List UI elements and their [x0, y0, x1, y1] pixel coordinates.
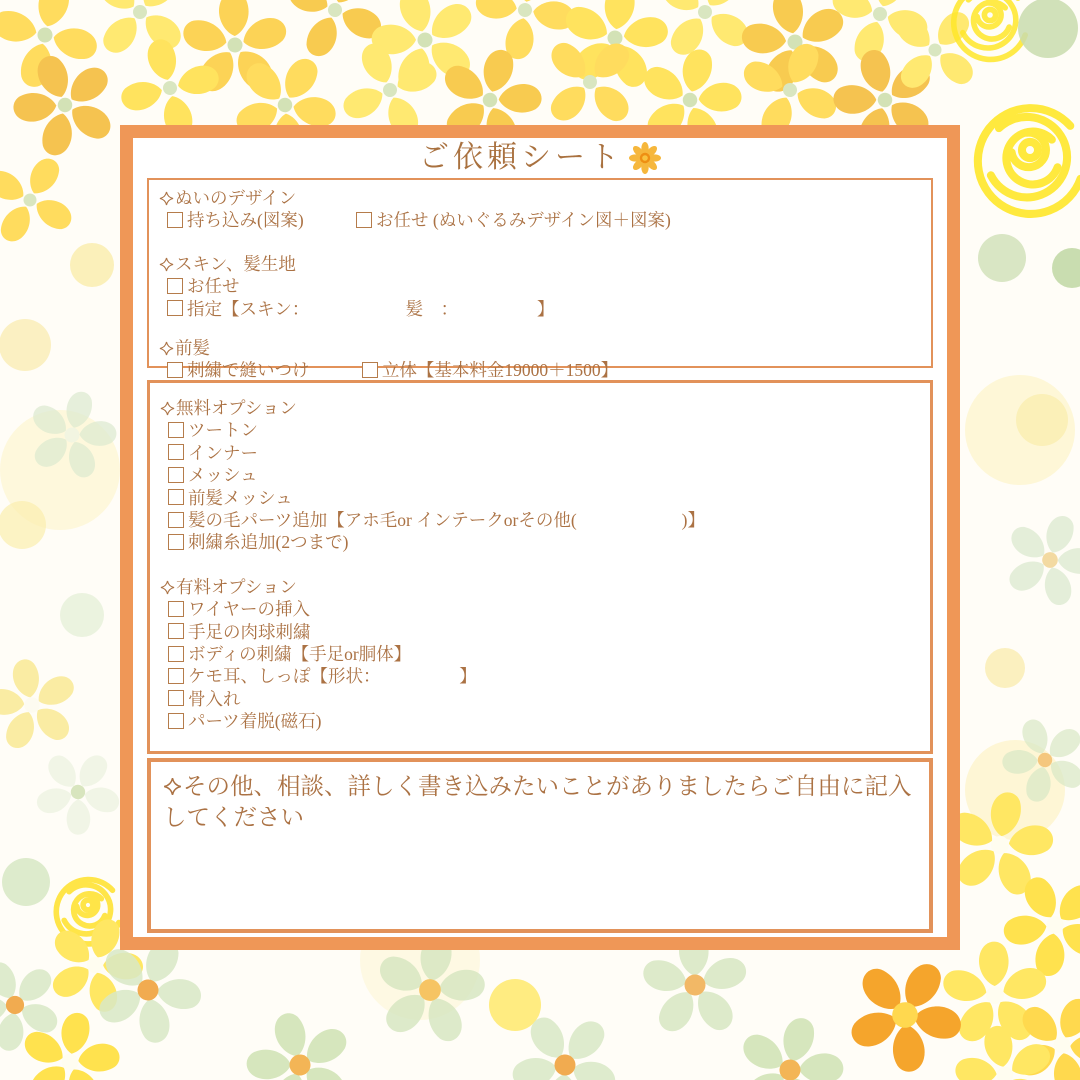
checkbox-option-bangs-embroidery[interactable] [167, 359, 310, 381]
option-label: パーツ着脱(磁石) [188, 711, 322, 732]
checkbox-option-detachable-parts[interactable] [168, 710, 321, 732]
checkbox-option-fabric-specified[interactable] [167, 298, 554, 320]
checkbox-icon[interactable] [362, 362, 378, 378]
sparkle-icon [159, 341, 174, 356]
option-label: 持ち込み(図案) [187, 210, 304, 231]
checkbox-option-leave-design[interactable] [356, 209, 671, 231]
option-label: 刺繍で縫いつけ [187, 360, 310, 381]
option-label: ワイヤーの挿入 [188, 599, 310, 620]
checkbox-option-paw-embroidery[interactable] [168, 621, 311, 643]
checkbox-icon[interactable] [168, 623, 184, 639]
notes-write-in-area[interactable] [163, 834, 917, 934]
options-section-box [147, 380, 933, 754]
section-heading-bangs [159, 337, 921, 359]
checkbox-option-bring-design[interactable] [167, 209, 304, 231]
heading-label: 有料オプション [176, 576, 297, 597]
notes-heading: その他、相談、詳しく書き込みたいことがありましたらご自由に記入してください [163, 774, 912, 831]
sparkle-icon [163, 777, 182, 796]
checkbox-option-bangs-mesh[interactable] [168, 487, 293, 509]
sparkle-icon [159, 191, 174, 206]
option-label: 刺繍糸追加(2つまで) [188, 532, 349, 553]
checkbox-icon[interactable] [168, 534, 184, 550]
checkbox-icon[interactable] [356, 212, 372, 228]
sparkle-icon [160, 401, 175, 416]
checkbox-option-fabric-any[interactable] [167, 275, 240, 297]
checkbox-option-wire[interactable] [168, 598, 310, 620]
checkbox-option-animal-ears-tail[interactable] [168, 665, 477, 687]
checkbox-icon[interactable] [168, 512, 184, 528]
heading-label: ぬいのデザイン [175, 188, 297, 208]
checkbox-icon[interactable] [168, 690, 184, 706]
option-label: お任せ [187, 276, 240, 297]
checkbox-option-mesh[interactable] [168, 464, 258, 486]
sparkle-icon [159, 257, 174, 272]
checkbox-icon[interactable] [168, 601, 184, 617]
checkbox-icon[interactable] [168, 646, 184, 662]
checkbox-option-extra-thread[interactable] [168, 531, 348, 553]
checkbox-icon[interactable] [168, 489, 184, 505]
heading-label: 無料オプション [176, 398, 297, 418]
checkbox-option-body-embroidery[interactable] [168, 643, 411, 665]
section-heading-fabric [159, 253, 921, 275]
notes-section-box[interactable] [147, 758, 933, 933]
option-label: ケモ耳、しっぽ【形状： 】 [188, 666, 477, 687]
request-sheet [120, 125, 960, 950]
section-heading-paid-options [160, 576, 920, 598]
option-label: 髪の毛パーツ追加【アホ毛or インテークorその他( )】 [188, 510, 705, 531]
sparkle-icon [160, 580, 175, 595]
checkbox-icon[interactable] [168, 422, 184, 438]
option-label: 手足の肉球刺繍 [188, 621, 311, 642]
checkbox-option-two-tone[interactable] [168, 419, 258, 441]
heading-label: 前髪 [175, 338, 210, 359]
option-label: ツートン [188, 420, 258, 441]
checkbox-icon[interactable] [168, 668, 184, 684]
page-title: ご依頼シート [419, 141, 623, 174]
option-label: 指定【スキン： 髪 ： 】 [187, 298, 555, 319]
checkbox-icon[interactable] [168, 444, 184, 460]
checkbox-icon[interactable] [167, 278, 183, 294]
option-label: 骨入れ [188, 688, 241, 709]
checkbox-icon[interactable] [167, 300, 183, 316]
section-heading-free-options [160, 397, 920, 419]
design-section-box [147, 178, 933, 381]
checkbox-option-bangs-3d[interactable] [362, 359, 618, 381]
option-label: ボディの刺繍【手足or胴体】 [188, 644, 412, 665]
heading-label: スキン、髪生地 [175, 253, 296, 274]
section-heading-design [159, 187, 921, 209]
option-label: お任せ (ぬいぐるみデザイン図＋図案) [376, 210, 671, 231]
checkbox-option-inner[interactable] [168, 442, 258, 464]
checkbox-option-hair-parts[interactable] [168, 509, 705, 531]
checkbox-icon[interactable] [168, 713, 184, 729]
checkbox-icon[interactable] [168, 467, 184, 483]
checkbox-icon[interactable] [167, 212, 183, 228]
option-label: 前髪メッシュ [188, 487, 293, 508]
daisy-flower-icon [629, 142, 661, 174]
checkbox-icon[interactable] [167, 362, 183, 378]
option-label: メッシュ [188, 465, 258, 486]
option-label: インナー [188, 442, 258, 463]
option-label: 立体【基本料金19000＋1500】 [381, 360, 619, 381]
sheet-title-bar [147, 138, 933, 178]
checkbox-option-bones[interactable] [168, 688, 241, 710]
